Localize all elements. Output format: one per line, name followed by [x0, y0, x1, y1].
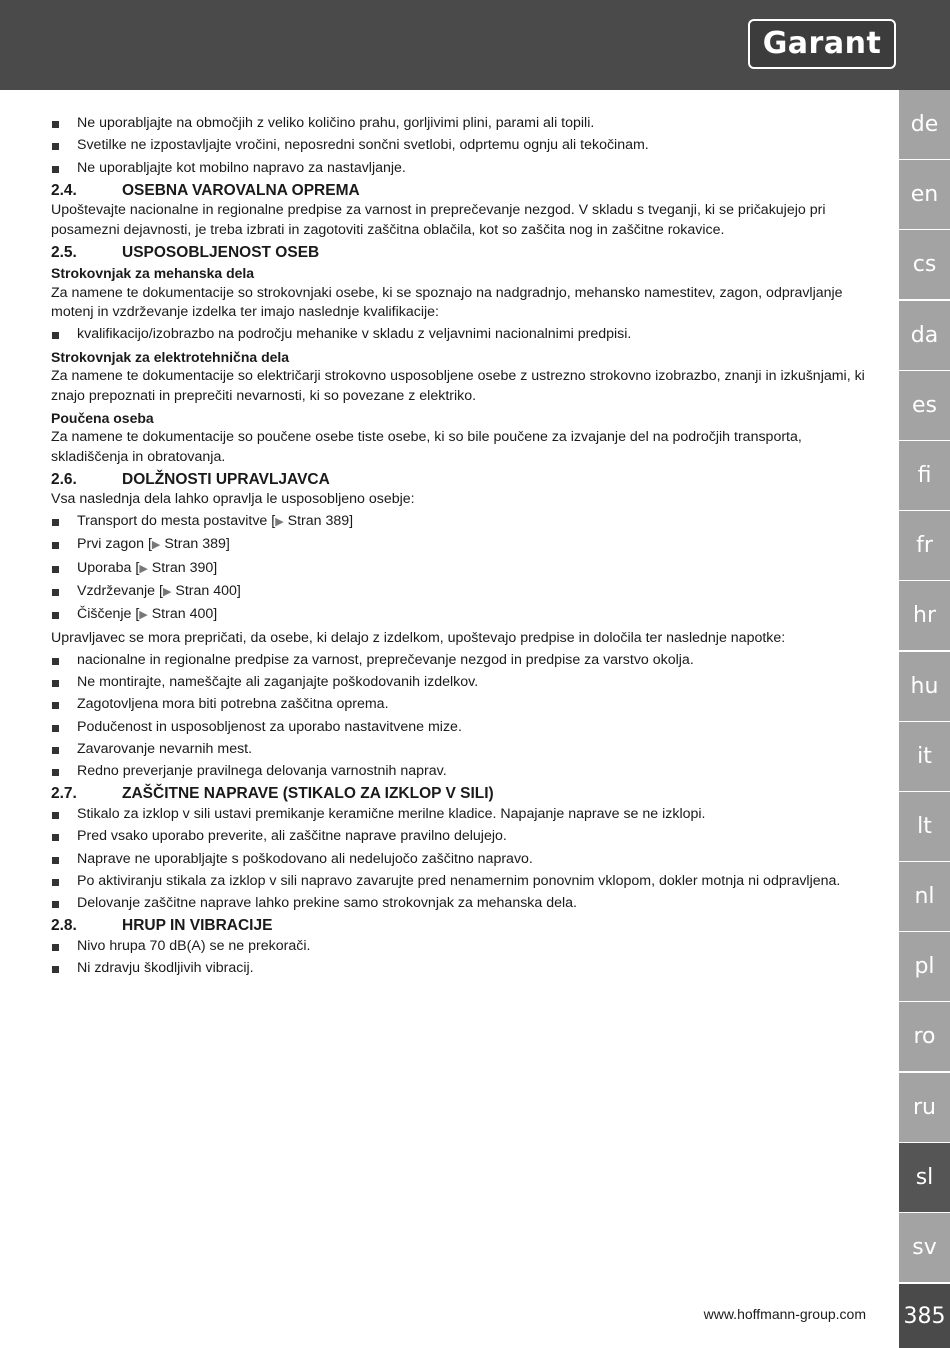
language-tab-lt[interactable]: lt	[899, 792, 950, 861]
list-item: Delovanje zaščitne naprave lahko prekine samo strokovnjak za mehanska dela.	[51, 894, 871, 914]
bullet-icon	[52, 879, 59, 886]
list-item: kvalifikacijo/izobrazbo na področju mehanike v skladu z veljavnimi nacionalnimi predpisi.	[51, 325, 871, 345]
bullet-icon	[52, 857, 59, 864]
language-tab-fr[interactable]: fr	[899, 511, 950, 580]
bullet-icon	[52, 542, 59, 549]
paragraph: Za namene te dokumentacije so strokovnjaki osebe, ki se spoznajo na nadgradnjo, mehansko namestitev, zagon, odpravljanje motenj in vzdrževanje izdelka ter imajo naslednje kvalifikacije:	[51, 284, 843, 321]
page-number: 385	[899, 1284, 950, 1348]
list-item: Ne montirajte, nameščajte ali zaganjajte poškodovanih izdelkov.	[51, 673, 871, 693]
bullet-icon	[52, 769, 59, 776]
bullet-icon	[52, 966, 59, 973]
paragraph: Upoštevajte nacionalne in regionalne predpise za varnost in preprečevanje nezgod. V skladu s tveganji, ki se pričakujejo pri posamezni dejavnosti, je treba izbrati in zagotoviti zaščitna oblačila, kot so zaščita nog in zaščitne rokavice.	[51, 202, 826, 238]
bullet-icon	[52, 658, 59, 665]
language-tab-hu[interactable]: hu	[899, 652, 950, 721]
paragraph: Upravljavec se mora prepričati, da osebe, ki delajo z izdelkom, upoštevajo predpise in določila ter naslednje napotke:	[51, 629, 786, 646]
language-tab-sv[interactable]: sv	[899, 1213, 950, 1282]
list-item: Naprave ne uporabljajte s poškodovano ali nedelujočo zaščitno napravo.	[51, 850, 871, 870]
list-item: nacionalne in regionalne predpise za varnost, preprečevanje nezgod in predpise za varstvo okolja.	[51, 651, 871, 671]
language-tab-pl[interactable]: pl	[899, 932, 950, 1001]
list-item: Zagotovljena mora biti potrebna zaščitna oprema.	[51, 695, 871, 715]
section-heading: 2.8. HRUP IN VIBRACIJE	[51, 917, 273, 935]
main-content	[51, 114, 871, 982]
bullet-icon	[52, 589, 59, 596]
arrow-right-icon: ▶	[275, 516, 284, 529]
list-item: Nivo hrupa 70 dB(A) se ne prekorači.	[51, 937, 871, 957]
arrow-right-icon: ▶	[139, 562, 148, 575]
subheading: Strokovnjak za mehanska dela	[51, 265, 255, 282]
page-reference-link[interactable]: Stran 390]	[151, 559, 218, 576]
list-item: Transport do mesta postavitve [▶ Stran 389]	[51, 512, 871, 533]
garant-logo: Garant	[748, 19, 896, 69]
language-tab-es[interactable]: es	[899, 371, 950, 440]
list-item: Redno preverjanje pravilnega delovanja varnostnih naprav.	[51, 762, 871, 782]
list-item: Čiščenje [▶ Stran 400]	[51, 605, 871, 626]
list-item: Vzdrževanje [▶ Stran 400]	[51, 582, 871, 603]
list-item: Stikalo za izklop v sili ustavi premikanje keramične merilne kladice. Napajanje naprave se ne izklopi.	[51, 805, 871, 825]
list-item: Podučenost in usposobljenost za uporabo nastavitvene mize.	[51, 718, 871, 738]
bullet-icon	[52, 121, 59, 128]
language-tab-it[interactable]: it	[899, 722, 950, 791]
list-item: Po aktiviranju stikala za izklop v sili napravo zavarujte pred nenamernim ponovnim vklopom, dokler motnja ni odpravljena.	[51, 872, 871, 892]
list-item: Prvi zagon [▶ Stran 389]	[51, 535, 871, 556]
list-item: Pred vsako uporabo preverite, ali zaščitne naprave pravilno delujejo.	[51, 827, 871, 847]
list-item: Ni zdravju škodljivih vibracij.	[51, 959, 871, 979]
page-reference-link[interactable]: Stran 389]	[164, 536, 230, 553]
language-tab-da[interactable]: da	[899, 301, 950, 370]
language-tab-de[interactable]: de	[899, 90, 950, 159]
paragraph: Za namene te dokumentacije so poučene osebe tiste osebe, ki so bile poučene za izvajanje del na področjih transporta, skladiščenja in obratovanja.	[51, 429, 802, 465]
language-tab-ru[interactable]: ru	[899, 1073, 950, 1142]
language-tab-cs[interactable]: cs	[899, 230, 950, 299]
page-reference-link[interactable]: Stran 400]	[151, 606, 218, 623]
arrow-right-icon: ▶	[162, 586, 172, 599]
language-tab-ro[interactable]: ro	[899, 1002, 950, 1071]
bullet-icon	[52, 680, 59, 687]
section-heading: 2.4. OSEBNA VAROVALNA OPREMA	[51, 181, 360, 199]
section-heading: 2.5. USPOSOBLJENOST OSEB	[51, 243, 320, 261]
bullet-icon	[52, 566, 59, 573]
list-item: Svetilke ne izpostavljajte vročini, neposredni sončni svetlobi, odprtemu ognju ali tekočinam.	[51, 136, 871, 156]
bullet-icon	[52, 166, 59, 173]
subheading: Poučena oseba	[51, 409, 154, 426]
section-heading: 2.6. DOLŽNOSTI UPRAVLJAVCA	[51, 470, 330, 488]
arrow-right-icon: ▶	[151, 539, 161, 552]
language-tab-sl[interactable]: sl	[899, 1143, 950, 1212]
paragraph: Za namene te dokumentacije so električarji strokovno usposobljene osebe z ustrezno strokovno izobrazbo, znanji in izkušnjami, ki znajo prepoznati in preprečiti nevarnosti, ki so povezane z elektriko.	[51, 368, 865, 404]
bullet-icon	[52, 612, 59, 619]
list-item: Ne uporabljajte kot mobilno napravo za nastavljanje.	[51, 159, 871, 179]
bullet-icon	[52, 143, 59, 150]
bullet-icon	[52, 834, 59, 841]
footer-url[interactable]: www.hoffmann-group.com	[703, 1306, 866, 1322]
bullet-icon	[52, 725, 59, 732]
bullet-icon	[52, 812, 59, 819]
language-tab-nl[interactable]: nl	[899, 862, 950, 931]
page-reference-link[interactable]: Stran 389]	[287, 513, 354, 530]
language-tab-en[interactable]: en	[899, 160, 950, 229]
paragraph: Vsa naslednja dela lahko opravlja le usposobljeno osebje:	[51, 491, 415, 508]
bullet-icon	[52, 944, 59, 951]
subheading: Strokovnjak za elektrotehnična dela	[51, 348, 290, 365]
list-item: Ne uporabljajte na območjih z veliko količino prahu, gorljivimi plini, parami ali topili.	[51, 114, 871, 134]
list-item: Zavarovanje nevarnih mest.	[51, 740, 871, 760]
bullet-icon	[52, 901, 59, 908]
page-header	[0, 0, 950, 90]
arrow-right-icon: ▶	[139, 609, 148, 622]
language-tab-hr[interactable]: hr	[899, 581, 950, 650]
section-heading: 2.7. ZAŠČITNE NAPRAVE (STIKALO ZA IZKLOP V SILI)	[51, 785, 494, 803]
list-item: Uporaba [▶ Stran 390]	[51, 559, 871, 580]
bullet-icon	[52, 519, 59, 526]
page-reference-link[interactable]: Stran 400]	[175, 583, 241, 600]
bullet-icon	[52, 332, 59, 339]
language-tab-fi[interactable]: fi	[899, 441, 950, 510]
bullet-icon	[52, 702, 59, 709]
bullet-icon	[52, 747, 59, 754]
language-tabs	[899, 90, 950, 1283]
